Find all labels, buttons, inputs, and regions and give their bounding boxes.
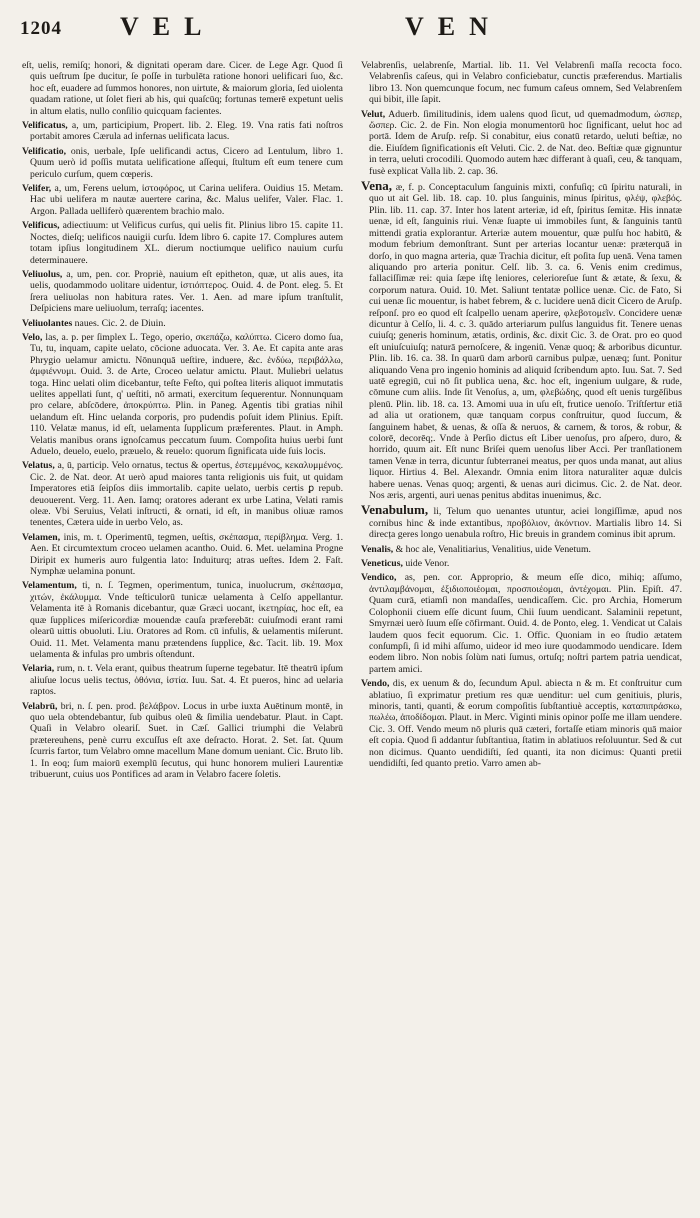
entry-text: rum, n. t. Vela erant, quibus theatrum ſuperne tegebatur. Itē theatrū ipſum aliuſue locus uelis tectus, ὀθόνια, ἱστία. Iuu. Sat. 4. Et pueros, hinc ad uelaria raptos.: [30, 663, 343, 698]
entry-text: a, um, participium, Propert. lib. 2. Eleg. 19. Vna ratis fati noſtros portabit amores Cærula ad infernas uelificata lacus.: [30, 120, 343, 143]
entry-text: Aduerb. ſimilitudinis, idem ualens quod ſicut, ud quemadmodum, ὡσπερ, ὥσπερ. Cic. 2. de Fin. Non elogia monumentorū hoc ſignificant, uelut hoc ad portā. Idem de Aruſp. reſp. Si conabitur, eius conatū retardo, ueluti beſtiæ, no die. Eiuſdem ſignificationis eſt Veluti. Cic. 2. de Nat. deo. Beſtiæ quæ gignuntur in terra, ueluti crocodili. Quomodo autem hæc differant à quaſi, ceu, & tanquam, fusè explicat Valla lib. 2. cap. 36.: [369, 108, 682, 177]
dictionary-entry: [361, 109, 682, 177]
dictionary-entry: [22, 183, 343, 217]
entry-lemma: Veliuolantes: [22, 317, 73, 329]
entry-text: adiectiuum: ut Velificus curſus, qui uelis fit. Plinius libro 15. capite 11. Noctes, dieſq; uelificos nauigii curſu. Idem libro 6. capite 17. Complures autem totam ipſius longitudinem XL. dierum noctiumque uelifico nauium curſu determinauere.: [30, 220, 343, 266]
dictionary-entry: [361, 544, 682, 555]
entry-text: las, a. p. per ſimplex L. Tego, operio, σκεπάζω, καλύπτω. Cicero domo ſua, Tu, tu, inquam, capite uelato, cōcione aduocata. Ver. 3. Ae. Et capita ante aras Phrygio uelamur amictu. Nōnunquā ueſtire, induere, &c. ἐνδύω, περιβάλλω, ἀμφιέννυμι. Ouid. 3. de Arte, Croceo uelatur amictu. Plaut. Muliebri uelatus toga. Hinc uelati olim dicebantur, teſte Feſto, qui poſtea literis aliquot immutatis uelites appellati ſunt, q' ueſtiti, nō armati, exercitum ſequerentur. Nonnunquam pro celare, abſcōdere, ἀποκρύπτω. Plin. in Paneg. Agentis tibi gratias nihil uelandum eſt. Hinc uelanda corporis, pro pudendis poſuit idem Plinius. Epiſt. 110. Velatæ manus, id eſt, uelamenta ſupplicum præferentes. Plaut. in Amph. Velatis manibus orans ignoſcamus peccatum ſuum. Compoſita huius uerbi ſunt Aduelo, deuelo, euelo, præuelo, & reuelo: quorum ſignificata uide ſuis locis.: [30, 331, 343, 457]
dictionary-entry: [22, 460, 343, 528]
entry-text: a, um, Ferens uelum, ἱστοφόρος, ut Carina uelifera. Ouidius 15. Metam. Hac ubi uelifera m nautæ auertere carina, &c. Malus uelifer, Valer. Flac. 1. Argon. Pallada uelliferò quærentem brachio malo.: [30, 183, 343, 217]
dictionary-entry: [22, 580, 343, 660]
entry-text: bri, n. ſ. pen. prod. βελάβρον. Locus in urbe iuxta Auētinum montē, in quo uela obtendebantur, ſub quibus oleū & ſimilia uendebatur. Plaut. in Capt. Quaſi in Velabro oleariſ. Suet. in Cæſ. Gallici triumphi die Velabrū prætereuhens, penè curru excuſſus eſt axe deſracto. Horat. 2. Set. ſat. Quum ſcurris fartor, tum Velabro omne macellum Mane domum ueniant. Cic. Bruto lib. 1. In eoq; ſum maiorū exemplū ſecutus, qui hunc honorem mulieri Laurentiæ tribuerunt, cuius uos Pontifices ad aram in Velabro facere ſoletis.: [30, 700, 343, 780]
entry-text: æ, f. p. Conceptaculum ſanguinis mixti, confuſiq; cū ſpiritu naturali, in quo ut ait Gel. lib. 18. cap. 10. plus ſanguinis, minus ſpiritus, φλέψ, φλεβός. Plin. lib. 11. cap. 37. Inter hos latent arteriæ, id eſt, ſpiritus ſemitæ. His innatæ uenæ, id eſt, ſanguinis riui. Venæ ſuapte ui immobiles ſunt, & ſanguinis tantū mittendi gratia explorantur. Arteriæ autem mouentur, quæ pulſu hoc habitū, & modum febrium demonſtrant. Sunt per arterias locantur uenæ: præterquā in dorſo, in quo magna arteria, quæ Trachia dicitur, eſt poſita ſup uenā. Vena tamen aliquando pro arteria ponitur. Celſ. lib. 3. ca. 6. Venis enim credimus, fallaciſſimæ rei: quia ſæpe iſtę leniores, celerioreſue ſunt & ætate, & ſexu, & corporum natura. Ouid. 10. Met. Saliunt tentatæ pollice uenæ. Cic. de Fato, Si cui uenæ ſic mouentur, is habet febrem, & c. lucidere uenā dicit Cicero de Aruſp. reſponſ. pro eo quod eſt ſcalpello uenam aperire, φλεβοτομεῖν. Concidere uenæ dicuntur à Celſo, li. 4. c. 3. quādo arteriarum pulſus languidus fit. Tenere uenas cuiuſq; generis hominum, ætatis, ordinis, &c. dixit Cic. 3. de Orat. pro eo quod eſt uniuſcuiuſq; naturā pernoſcere, & ingeniū. Venæ quoq; & arboribus dicuntur. Plin. lib. 16. ca. 38. In quarū dam arborū carnibus pulpæ, uenæq; ſunt. Ponitur aliquando Vena pro ingenio hominis ad aliquid ſcribendum apto. Iuu. Sat. 7. Sed uatē egregiū, cui nō ſit publica uena, &c. hoc eſt, ingenium uulgare, & rude, cōmune cum aliis. Inde ſit Venoſus, a, um, φλεβώδης, quod eſt uenis turgēſibus plenū. Plin. lib. 18. ca. 13. Amomi uua in uſu eſt, frutice uenoſo. Triſtſertur etiā ad alia ut orationem, quæ tanquam corpus conſtruitur, quod ſuccum, & ſanguinem habet, & uenas, & oſſa & neruos, & carnem, & toros, & robur, & colorē, decorēq;. Vnde à Perſio dictus eſt Liber uenoſus, pro aſpero, duro, & horrido, quum ait. Eſt nunc Briſei quem uenoſus liber Acci. Per tranſlationem tamen Venæ in terra, dicuntur ſubterranei meatus, per quos unda manat, aut alius liquor. Hirtius 4. Bel. Alexandr. Omnia enim litora naturaliter aquæ dulcis habere uenas. Venas quoq; argenti, & uenas auri dicimus. Cic. 2. de Nat. deor. Nos æris, argenti, auri uenas penitus abditas inuenimus, &c.: [369, 182, 682, 502]
entry-text: onis, uerbale, Ipſe uelificandi actus, Cicero ad Lentulum, libro 1. Quum uerò id poſſis mutata uelificatione aſſequi, ſtultum eſt eum tenere cum periculo curſum, quem cœperis.: [30, 145, 343, 180]
entry-text: as, pen. cor. Approprio, & meum eſſe dico, mihiq; aſſumo, ἀντιλαμβάνομαι, ἐξιδιοποιέομαι, προσποιέομαι, ἀντέχομαι. Plin. Epiſt. 47. Quam curā, etiamſi non mandaſſes, uendicaſſem. Cic. pro Archia, Homerum Colophonii ciuem eſſe dicunt ſuum, Chii ſuum uendicant. Salaminii repetunt, Smyrnæi uerò ſuum eſſe cōfirmant. Ouid. 4. de Ponto, eleg. 1. Vendicat ut Calais laudem quos fecit equorum. Cic. 1. Offic. Quoniam in eo ſtudio ætatem conſumpſi, ſi id mihi aſſumo, uideor id meo iure quodammodo uendicare. Idem eodem libro. Non nobis ſolùm nati ſumus, ortuſq; noſtri partem patria uendicat, partem amici.: [369, 572, 682, 675]
entry-lemma: Veneticus,: [361, 558, 403, 570]
entry-text: eſt, uelis, remiſq; honori, & dignitati operam dare. Cicer. de Lege Agr. Quod ſi quis ueſtrum ſpe ducitur, ſe poſſe in turbulēta ratione honori uelificari ſuo, &c. hoc eſt, euadere ad ſummos honores, non uirtute, & maiorum gloria, ſed uiolenta quadam ratione, ut ſolet fieri ab his, qui quaſcūq; fortunas temerē expetunt uelis in altum elatis, nullo conſilio quicquam facientes.: [22, 60, 343, 117]
entry-lemma: Velificatio,: [22, 145, 67, 157]
entry-lemma: Veliuolus,: [22, 268, 63, 280]
entry-lemma: Velamen,: [22, 531, 61, 543]
entry-text: naues. Cic. 2. de Diuin.: [74, 317, 166, 329]
entry-lemma: Venalis,: [361, 543, 394, 555]
entry-text: Velabrenſis, uelabrenſe, Martial. lib. 11. Vel Velabrenſi maſſa recocta foco. Velabrenſis caſeus, qui in Velabro conficiebatur, cunctis præferendus. Martialis libro 13. Non quemcunque focum, nec fumum caſeus omnem, Sed Velabrenſem qui bibit, ille ſapit.: [361, 60, 682, 106]
dictionary-entry: [22, 701, 343, 781]
entry-lemma: Velatus,: [22, 460, 55, 472]
entry-lemma: Velut,: [361, 108, 386, 120]
dictionary-entry: [361, 558, 682, 569]
dictionary-entry: [22, 220, 343, 266]
dictionary-entry: [22, 120, 343, 143]
page-header: [0, 10, 700, 50]
dictionary-entry: [22, 663, 343, 697]
page-number: 1204: [20, 18, 62, 39]
entry-lemma: Vendo,: [361, 678, 390, 690]
entry-text: dis, ex uenum & do, ſecundum Apul. abiecta n & m. Et conſtruitur cum ablatiuo, ſi exprimatur pretium res quæ uenditur: uel cum genitiuis, pluris, minoris, tanti, quanti, & eorum compoſitis ſubſtantiuè acceptis, καταπιπράσκω, πωλέω, ἀποδίδομαι. Plaut. in Merc. Viginti minis opinor poſſe me illam uendere. Cic. 3. Off. Vendo meum nō pluris quā cæteri, fortaſſe etiam minoris quā maior eſt copia. Quod ſi addantur ſubſtantiua, ſtatim in ablatiuos reſoluuntur. Sed & cut non dicimus. Quanto uendidiſti, ſed quanti, ita non dicimus: Quanti pretii uendidiſti, ſed quanto pretio. Varro amen ab-: [369, 678, 682, 769]
dictionary-entry: [361, 180, 682, 501]
entry-text: inis, m. t. Operimentū, tegmen, ueſtis, σκέπασμα, περίβλημα. Verg. 1. Aen. Et circumtextum croceo uelamen acantho. Ouid. 6. Met. uelamina Progne Diripit ex humeris auro fulgentia lato: Induiturq; atras ueſtes. Idem 2. Faſt. Nymphæ uelamina ponunt.: [30, 531, 343, 578]
entry-lemma: Velamentum,: [22, 580, 77, 592]
entry-text: ti, n. ſ. Tegmen, operimentum, tunica, inuolucrum, σκέπασμα, χιτών, ἐκάλυμμα. Vnde teſticulorū tunicæ uelamenta à Celſo appellantur. Velamenta itē à Romanis dicebantur, quæ Græci uocant, ἱκετηρίας, hoc eſt, ea quæ ſupplices miſericordiæ mouendæ cauſa præferebāt: cuiuſmodi erant rami olearū uittis obuoluti. Liu. Oratores ad Rom. cū infulis, & uelamentis miſerunt. Ouid. 11. Met. Velamenta manu prætendens ſupplice, &c. Tacit. lib. 19. Mox uelamenta & infulas pro umbris oſtendunt.: [30, 580, 343, 660]
entry-lemma: Velificus,: [22, 220, 60, 232]
entry-lemma: Velabrū,: [22, 700, 58, 712]
entry-lemma: Venabulum,: [361, 502, 429, 518]
running-head-right: VEN: [405, 12, 502, 41]
entry-lemma: Vendico,: [361, 572, 397, 584]
dictionary-entry: [361, 504, 682, 540]
dictionary-entry: [22, 60, 343, 117]
entry-text: li, Telum quo uenantes utuntur, aciei longiſſimæ, apud nos cornibus hinc & inde extantibus, προβόλιον, ἀκόντιον. Martialis libro 14. Si direcța geres longo uenabula roſtro, Hic breuis in grandem cominus ibit aprum.: [369, 506, 682, 541]
dictionary-entry: [361, 60, 682, 106]
dictionary-entry: [22, 146, 343, 180]
entry-text: uide Venor.: [405, 558, 450, 570]
dictionary-entry: [22, 269, 343, 315]
entry-lemma: Velo,: [22, 331, 43, 343]
entry-lemma: Vena,: [361, 178, 392, 194]
entry-lemma: Velificatus,: [22, 120, 68, 132]
dictionary-entry: [361, 572, 682, 675]
entry-text: & hoc ale, Venalitiarius, Venalitius, uide Venetum.: [395, 543, 591, 555]
dictionary-entry: [22, 318, 343, 329]
entry-text: a, um, pen. cor. Propriè, nauium eſt epitheton, quæ, ut alis aues, ita uelis, quodammodo uolitare uidentur, ἱστιόπτερος. Ouid. 4. de Pont. eleg. 5. Et ſrera ueliuolas non habitura rates. Ver. 1. Aen. ad mare ipſum tranſtulit, Deſpiciens mare ueliuolum, terraſq; iacentes.: [30, 268, 343, 315]
running-head-left: VEL: [120, 12, 216, 41]
dictionary-entry: [22, 332, 343, 457]
entry-lemma: Velaria,: [22, 663, 55, 675]
left-column: [22, 60, 343, 1200]
dictionary-entry: [22, 532, 343, 578]
right-column: [361, 60, 682, 1200]
entry-lemma: Velifer,: [22, 183, 52, 195]
entry-text: a, ū, particip. Velo ornatus, tectus & opertus, ἐστεμμένος, κεκαλυμμένος. Cic. 2. de Nat. deor. At uerò apud maiores tanta religionis uis fuit, ut quidam Imperatores etiā ſeipſos diis immortalib. capite uelato, uerbis certis ꝑ repub. deuouerent. Verg. 11. Aen. Iamq; oratores aderant ex urbe Latina, Velati ramis oleæ. Vbi Seruius, Velati inſtructi, & ornati, id eſt, in manibus oliuæ ramos tenentes, Cætera uide in uerbo Velo, as.: [30, 460, 343, 529]
dictionary-entry: [361, 678, 682, 769]
text-columns: [22, 60, 682, 1200]
